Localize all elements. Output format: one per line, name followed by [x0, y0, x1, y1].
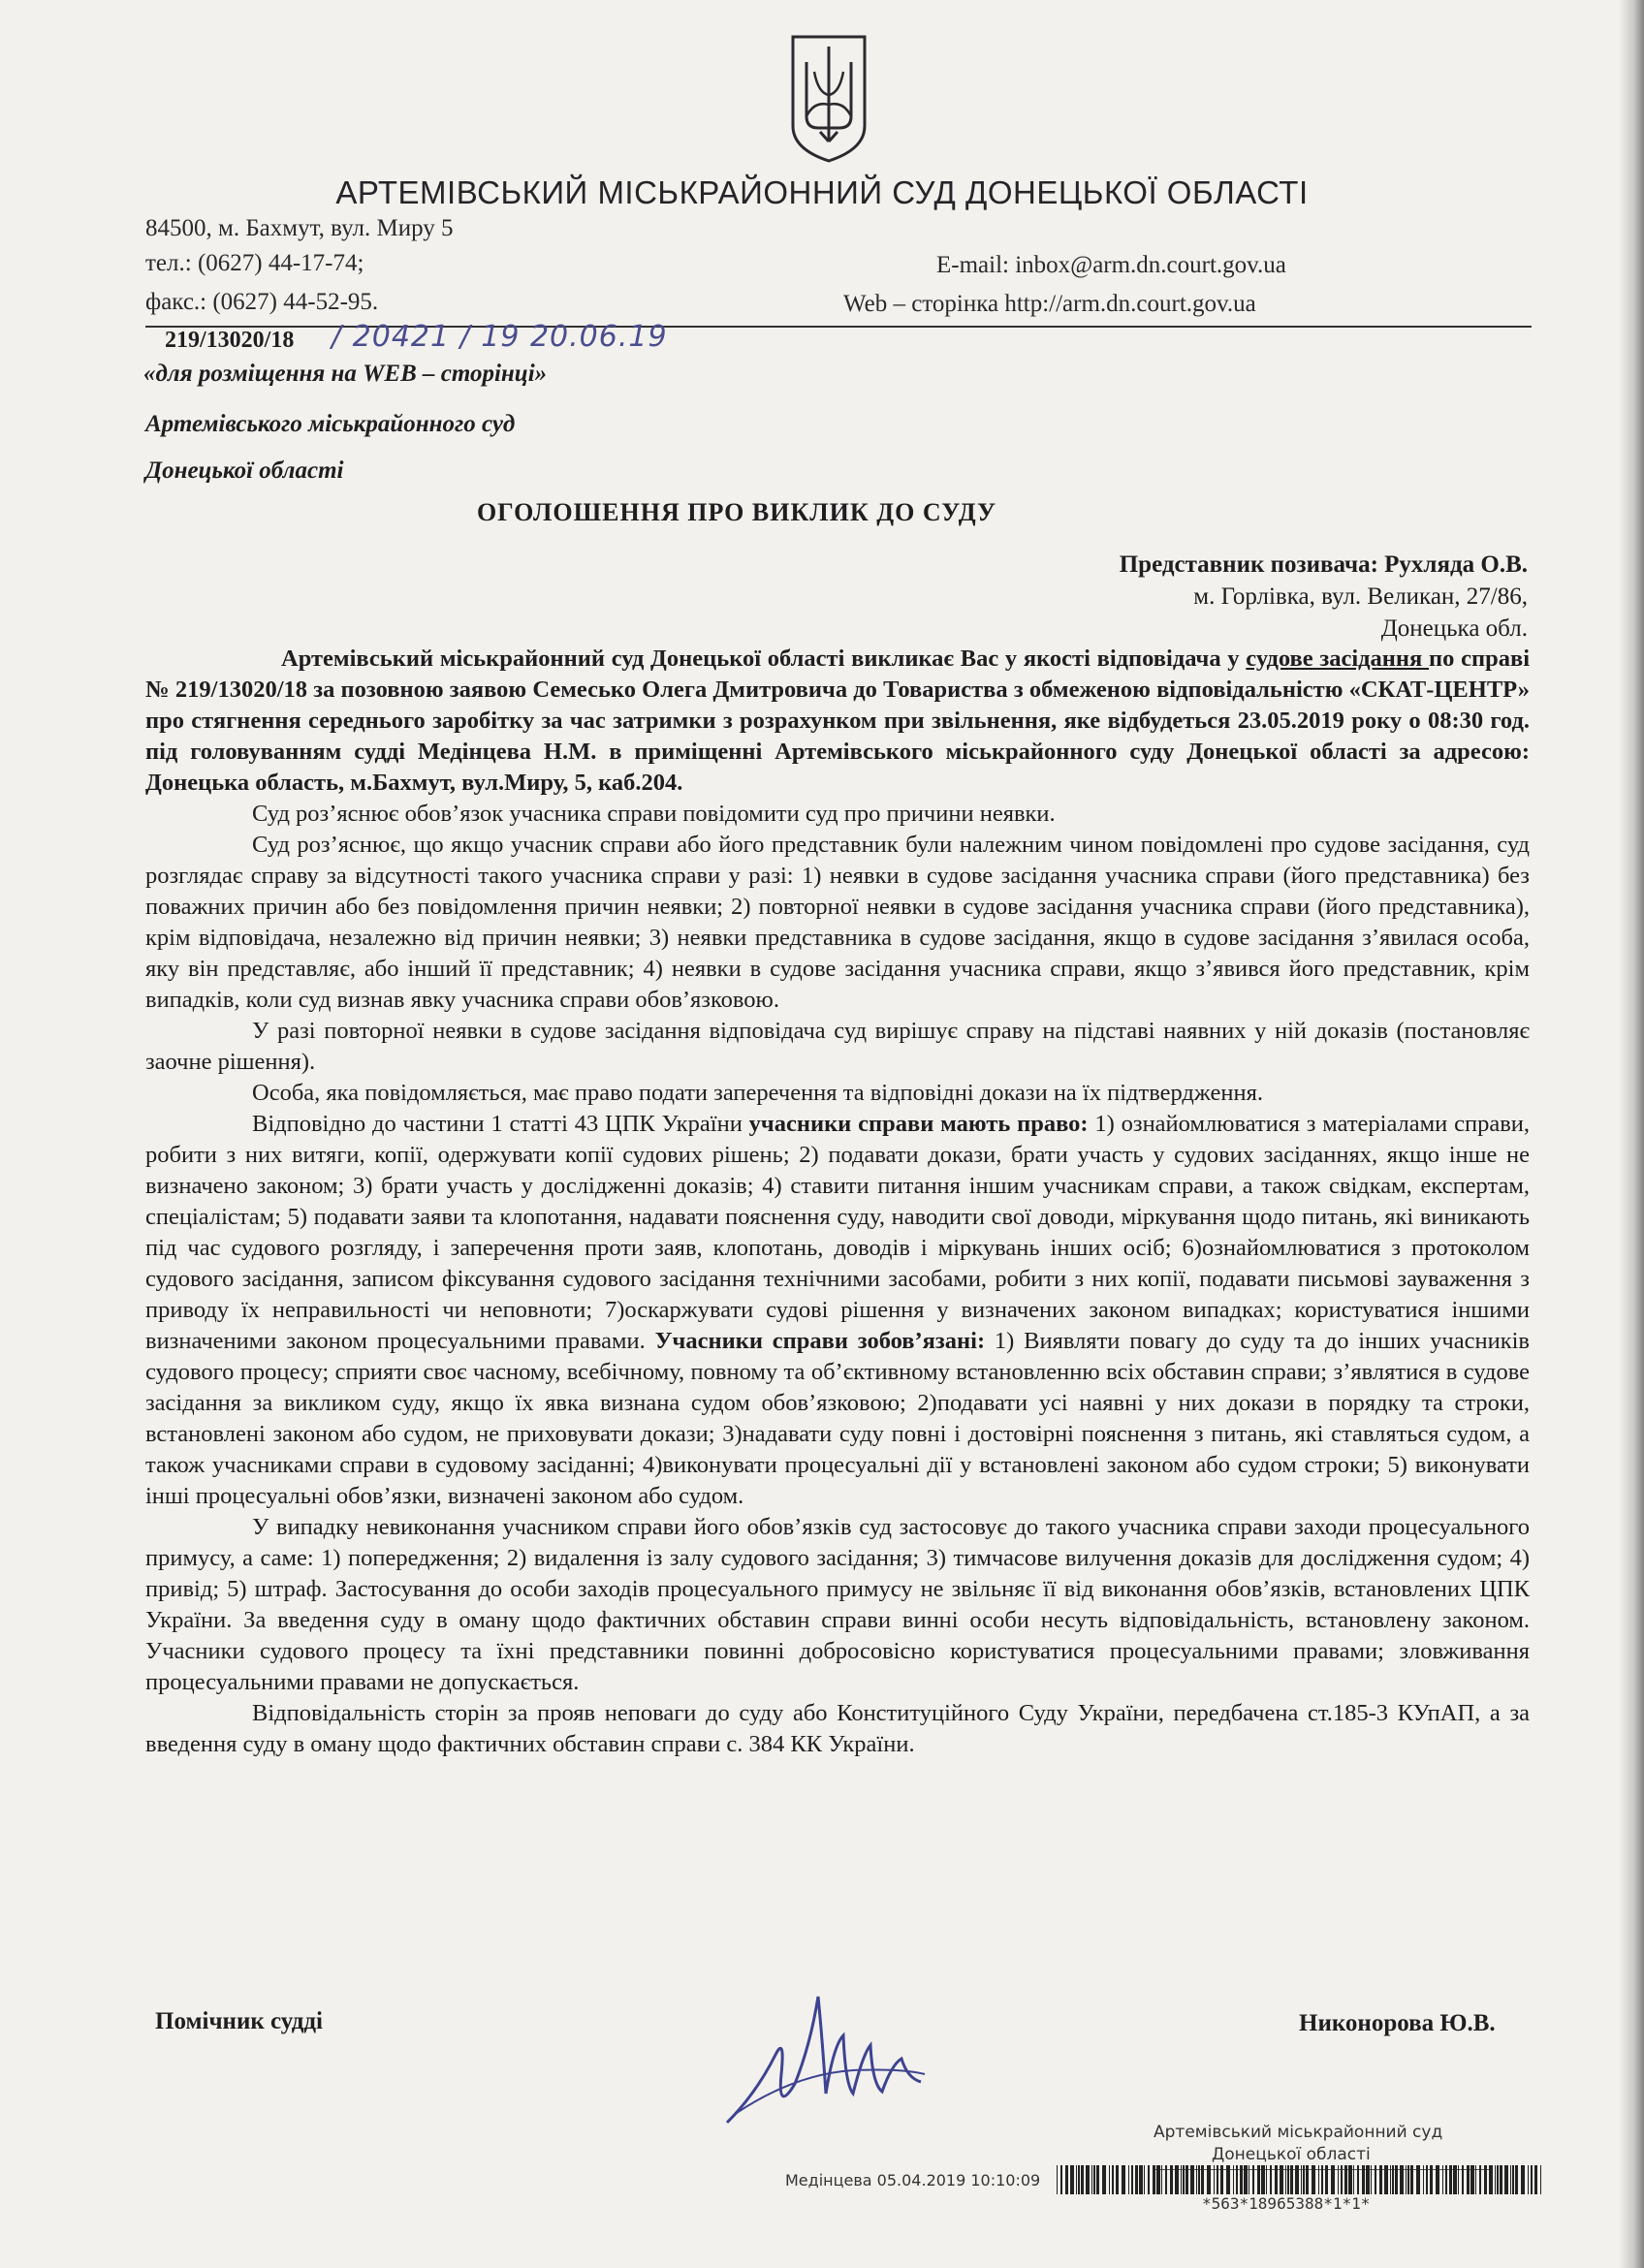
barcode-text: *563*18965388*1*1*	[1202, 2194, 1371, 2213]
rights-list: 1) ознайомлюватися з матеріалами справи, робити з них витяги, копії, одержувати копії судових рішень; 2) подавати докази, брати участь у судових засіданнях, якщо інше не визначено законом; 3) брати участь у дослідженні доказів; 4) ставити питання іншим учасникам справи, а також свідкам, експертам, спеціалістам; 5) подавати заяви та клопотання, надавати пояснення суду, наводити свої доводи, міркування щодо питань, які виникають під час судового розгляду, і заперечення проти заяв, клопотань, доводів і міркувань інших осіб; 6)ознайомлюватися з протоколом судового засідання, записом фіксування судового засідання технічними засобами, робити з них копії, подавати письмові зауваження з приводу їх неправильності чи неповноти; 7)оскаржувати судові рішення у визначених законом випадках; користуватися іншими визначеними законом процесуальними правами.	[145, 1111, 1530, 1354]
court-phone: тел.: (0627) 44-17-74;	[145, 250, 364, 276]
paragraph-liability: Відповідальність сторін за прояв неповаги до суду або Конституційного Суду України, передбачена ст.185-3 КУпАП, а за введення суду в оману щодо фактичних обставин справи с. 384 КК України.	[145, 1700, 1530, 1757]
representative-block	[1120, 549, 1528, 645]
stamp-region: Донецької області	[1212, 2145, 1371, 2164]
stamp-timestamp: Медінцева 05.04.2019 10:10:09	[785, 2171, 1041, 2189]
court-fax: факс.: (0627) 44-52-95.	[145, 289, 379, 315]
summons-text-a: Артемівський міськрайонний суд Донецької області викликає Вас у якості відповідача у	[281, 646, 1247, 672]
duties-list: 1) Виявляти повагу до суду та до інших учасників судового процесу; сприяти своє часному, всебічному, повному та об’єктивному встановленню всіх обставин справи; з’являтися в судове засідання за викликом суду, якщо їх явка визнана судом обов’язковою; 2)подавати усі наявні у них докази в порядку та строки, встановлені законом або судом, не приховувати докази; 3)надавати суду повні і достовірні пояснення з питань, які ставляться судом, а також учасниками справи в судовому засіданні; 4)виконувати процесуальні дії у встановлені законом або судом строки; 5) виконувати інші процесуальні обов’язки, визначені законом або судом.	[145, 1328, 1530, 1509]
recipient-line-1: Артемівського міськрайонного суд	[145, 411, 516, 437]
handwritten-signature	[717, 1977, 931, 2142]
paragraph-objection-right: Особа, яка повідомляється, має право подати заперечення та відповідні докази на їх підтвердження.	[252, 1080, 1263, 1106]
signature-position: Помічник судді	[155, 2008, 323, 2034]
paragraph-summons	[145, 644, 1530, 799]
paragraph-rights-duties	[145, 1109, 1530, 1512]
summons-text-b: по справі № 219/13020/18 за позовною заявою Семесько Олега Дмитровича до Товариства з обмеженою відповідальністю «СКАТ-ЦЕНТР» про стягнення середнього заробітку за час затримки з розрахунком при звільнення, яке відбудеться 23.05.2019 року о 08:30 год. під головуванням судді Медінцева Н.М. в приміщенні Артемівського міськрайонного суду Донецької області за адресою: Донецька область, м.Бахмут, вул.Миру, 5, каб.204.	[145, 646, 1531, 796]
court-email: E-mail: inbox@arm.dn.court.gov.ua	[936, 252, 1286, 278]
rights-heading: учасники справи мають право:	[748, 1111, 1089, 1137]
coat-of-arms-icon	[785, 33, 872, 165]
representative-address-2: Донецька обл.	[1380, 615, 1528, 642]
case-number: 219/13020/18	[165, 328, 295, 353]
recipient-line-2: Донецької області	[145, 457, 344, 484]
court-website: Web – сторінка http://arm.dn.court.gov.ua	[843, 291, 1256, 317]
stamp-court: Артемівський міськрайонний суд	[1154, 2123, 1443, 2142]
paragraph-absence-rules: Суд роз’яснює, що якщо учасник справи або його представник були належним чином повідомлені про судове засідання, суд розглядає справу за відсутності такого учасника справи у разі: 1) неявки в судове засідання учасника справи (його представника) без поважних причин або без повідомлення причин неявки; 2) повторної неявки в судове засідання учасника справи (його представника), крім відповідача, незалежно від причин неявки; 3) неявки представника в судове засідання, якщо в судове засідання з’явилася особа, яку він представляє, або інший її представник; 4) неявки в судове засідання учасника справи, якщо з’явився його представник, крім випадків, коли суд визнав явку учасника справи обов’язковою.	[145, 832, 1530, 1013]
representative-label: Представник позивача: Рухляда О.В.	[1119, 551, 1528, 578]
handwritten-registration: / 20421 / 19 20.06.19	[332, 320, 668, 354]
paragraph-coercion: У випадку невиконання учасником справи його обов’язків суд застосовує до такого учасника справи заходи процесуального примусу, а саме: 1) попередження; 2) видалення із залу судового засідання; 3) тимчасове вилучення доказів для дослідження судом; 4) привід; 5) штраф. Застосування до особи заходів процесуального примусу не звільняє її від виконання обов’язків, встановлених ЦПК України. За введення суду в оману щодо фактичних обставин справи винні особи несуть відповідальність, встановлену законом. Учасники судового процесу та їхні представники повинні добросовісно користуватися процесуальними правами; зловживання процесуальними правами не допускається.	[145, 1514, 1530, 1695]
signatory-name: Никонорова Ю.В.	[1299, 2010, 1496, 2036]
document-title: ОГОЛОШЕННЯ ПРО ВИКЛИК ДО СУДУ	[476, 498, 997, 526]
court-address: 84500, м. Бахмут, вул. Миру 5	[145, 215, 454, 241]
barcode-icon	[1057, 2165, 1541, 2194]
notice-body	[145, 644, 1530, 1760]
duties-heading: Учасники справи зобов’язані:	[654, 1328, 986, 1354]
web-placement-note: «для розміщення на WEB – сторінці»	[143, 361, 548, 387]
representative-address-1: м. Горлівка, вул. Великан, 27/86,	[1193, 583, 1528, 610]
rights-intro: Відповідно до частини 1 статті 43 ЦПК України	[252, 1111, 749, 1137]
summons-underlined: судове засідання	[1246, 646, 1430, 672]
court-name: АРТЕМІВСЬКИЙ МІСЬКРАЙОННИЙ СУД ДОНЕЦЬКОЇ ОБЛАСТІ	[335, 174, 1309, 210]
scan-edge-shadow	[1619, 0, 1644, 2268]
paragraph-notify-obligation: Суд роз’яснює обов’язок учасника справи повідомити суд про причини неявки.	[252, 801, 1056, 827]
paragraph-repeated-absence: У разі повторної неявки в судове засідання відповідача суд вирішує справу на підставі наявних у ній доказів (постановляє заочне рішення).	[145, 1018, 1530, 1075]
